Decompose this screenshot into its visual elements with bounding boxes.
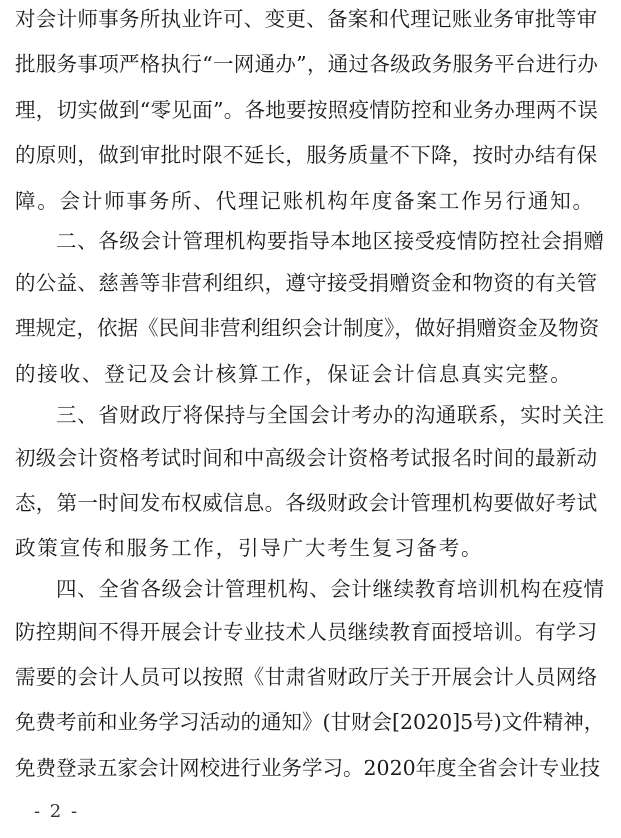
text-line: 批服务事项严格执行“一网通办”，通过各级政务服务平台进行办 xyxy=(15,52,599,76)
text-line: 障。会计师事务所、代理记账机构年度备案工作另行通知。 xyxy=(15,189,595,213)
text-line: 的原则，做到审批时限不延长，服务质量不下降，按时办结有保 xyxy=(15,143,598,167)
text-line: 的接收、登记及会计核算工作，保证会计信息真实完整。 xyxy=(15,362,573,386)
text-line: 免费考前和业务学习活动的通知》(甘财会[2020]5号)文件精神， xyxy=(15,710,605,734)
text-line: 需要的会计人员可以按照《甘肃省财政厅关于开展会计人员网络 xyxy=(15,665,598,689)
paragraph-3-first-line: 三、省财政厅将保持与全国会计考办的沟通联系，实时关注 xyxy=(56,403,605,427)
text-line: 防控期间不得开展会计专业技术人员继续教育面授培训。有学习 xyxy=(15,620,598,644)
page-number: - 2 - xyxy=(34,801,80,822)
text-line: 免费登录五家会计网校进行业务学习。2020年度全省会计专业技 xyxy=(15,756,601,780)
paragraph-2-first-line: 二、各级会计管理机构要指导本地区接受疫情防控社会捐赠 xyxy=(56,229,605,253)
text-line: 对会计师事务所执业许可、变更、备案和代理记账业务审批等审 xyxy=(15,7,598,31)
paragraph-4-first-line: 四、全省各级会计管理机构、会计继续教育培训机构在疫情 xyxy=(56,577,605,601)
text-line: 态，第一时间发布权威信息。各级财政会计管理机构要做好考试 xyxy=(15,491,598,515)
text-line: 的公益、慈善等非营利组织，遵守接受捐赠资金和物资的有关管 xyxy=(15,271,598,295)
text-line: 政策宣传和服务工作，引导广大考生复习备考。 xyxy=(15,536,484,560)
text-line: 理，切实做到“零见面”。各地要按照疫情防控和业务办理两不误 xyxy=(15,98,599,122)
text-line: 初级会计资格考试时间和中高级会计资格考试报名时间的最新动 xyxy=(15,446,598,470)
text-line: 理规定，依据《民间非营利组织会计制度》，做好捐赠资金及物资 xyxy=(15,316,600,340)
